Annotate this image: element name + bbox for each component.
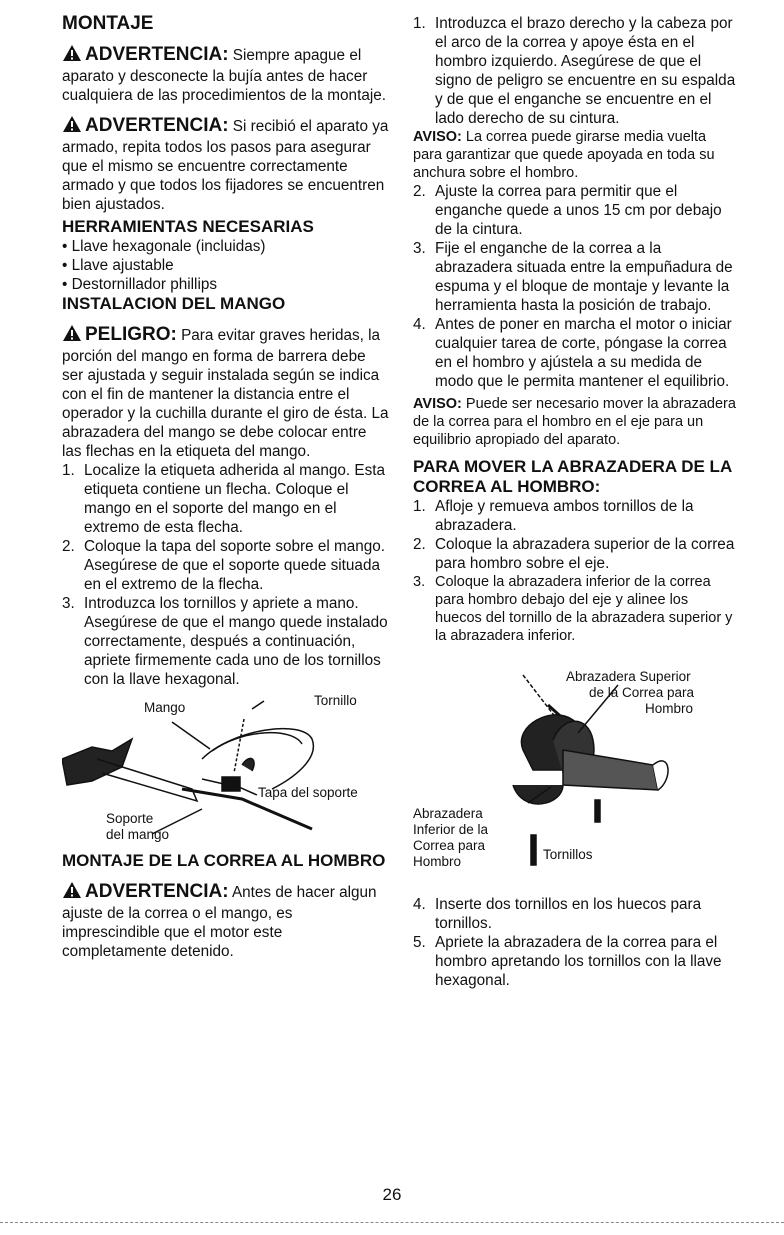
warning-1-text: Siempre apague el aparato y desconecte la bujía antes de hacer cualquiera de las procedimientos de la montaje.	[62, 47, 386, 104]
list-item: 3. Coloque la abrazadera inferior de la correa para hombro debajo del eje y alinee los huecos del tornillo de la abrazadera superior y la abrazadera inferior.	[413, 574, 733, 644]
label-tornillo: Tornillo	[314, 693, 357, 708]
warning-icon	[62, 881, 82, 904]
label-sup-3: Hombro	[645, 701, 694, 716]
list-item: • Llave ajustable	[62, 256, 390, 275]
strap-steps-d	[413, 895, 738, 990]
list-item: 2. Ajuste la correa para permitir que el enganche quede a unos 15 cm por debajo de la cintura.	[413, 183, 722, 238]
strap-title: MONTAJE DE LA CORREA AL HOMBRO	[62, 851, 386, 870]
label-sup-1: Abrazadera Superior	[566, 669, 691, 684]
page-divider	[0, 1222, 784, 1223]
list-item: 3. Fije el enganche de la correa a la abrazadera situada entre la empuñadura de espuma y el bloque de montaje y levante la herramienta hasta la posición de trabajo.	[413, 240, 733, 314]
label-sup-2: de la Correa para	[589, 685, 695, 700]
label-mango: Mango	[144, 700, 186, 715]
list-item: 2. Coloque la abrazadera superior de la correa para hombro sobre el eje.	[413, 536, 735, 572]
label-tornillos: Tornillos	[543, 847, 593, 862]
clamp-figure	[413, 645, 738, 895]
list-item: • Llave hexagonale (incluidas)	[62, 237, 390, 256]
warning-3-tag: ADVERTENCIA:	[85, 881, 229, 902]
label-soporte-2: del mango	[106, 827, 170, 842]
list-item: 3. Introduzca los tornillos y apriete a mano. Asegúrese de que el mango quede instalado correctamente, después a continuación, apriete firmemente cada uno de los tornillos con la llave hexagonal.	[62, 595, 388, 688]
list-item: 1. Localize la etiqueta adherida al mango. Esta etiqueta contiene un flecha. Coloque el mango en el soporte del mango en el extremo de esta flecha.	[62, 462, 386, 536]
list-item: 1. Introduzca el brazo derecho y la cabeza por el arco de la correa y apoye ésta en el hombro izquierdo. Asegúrese de que el signo de peligro se encuentre en su espalda y de que el enganche se encuentre en el lado derecho de su cintura.	[413, 15, 736, 127]
danger-text: Para evitar graves heridas, la porción del mango en forma de barrera debe ser ajustada y seguir instalada según se indica con el fin de mantener la distancia entre el operador y la cuchilla durante el giro de ésta. La abrazadera del mango se debe colocar entre las flechas en la etiqueta del mango.	[62, 327, 389, 460]
warning-3	[62, 881, 390, 961]
handle-figure	[62, 689, 390, 849]
list-item: 4. Inserte dos tornillos en los huecos para tornillos.	[413, 896, 702, 932]
list-item: 1. Afloje y remueva ambos tornillos de la abrazadera.	[413, 498, 694, 534]
warning-3-text: Antes de hacer algun ajuste de la correa o el mango, es imprescindible que el motor este completamente detenido.	[62, 884, 377, 960]
danger-tag: PELIGRO:	[85, 324, 177, 345]
label-tapa: Tapa del soporte	[258, 785, 358, 800]
warning-icon	[62, 115, 82, 138]
left-column	[62, 14, 390, 961]
tools-list	[62, 237, 390, 294]
list-item: • Destornillador phillips	[62, 275, 390, 294]
handle-install-title: INSTALACION DEL MANGO	[62, 294, 286, 313]
danger-notice	[62, 324, 390, 461]
label-inf-3: Correa para	[413, 838, 486, 853]
notice-2: AVISO: Puede ser necesario mover la abrazadera de la correa para el hombro en el eje para un equilibrio apropiado del aparato.	[413, 396, 736, 448]
handle-steps	[62, 461, 390, 689]
label-inf-2: Inferior de la	[413, 822, 489, 837]
warning-icon	[62, 44, 82, 67]
warning-icon	[62, 324, 82, 347]
strap-steps-b	[413, 182, 738, 391]
section-title-montaje: MONTAJE	[62, 13, 154, 34]
move-clamp-steps	[413, 497, 738, 645]
move-clamp-title: PARA MOVER LA ABRAZADERA DE LA CORREA AL HOMBRO:	[413, 457, 732, 496]
label-inf-4: Hombro	[413, 854, 462, 869]
list-item: 2. Coloque la tapa del soporte sobre el mango. Asegúrese de que el soporte quede situada en el extremo de la flecha.	[62, 538, 386, 593]
warning-1	[62, 44, 390, 105]
warning-2	[62, 115, 390, 214]
right-column	[413, 14, 738, 990]
list-item: 5. Apriete la abrazadera de la correa para el hombro apretando los tornillos con la llave hexagonal.	[413, 934, 722, 989]
warning-2-tag: ADVERTENCIA:	[85, 115, 229, 136]
tools-title: HERRAMIENTAS NECESARIAS	[62, 217, 314, 236]
label-soporte-1: Soporte	[106, 811, 154, 826]
warning-2-text: Si recibió el aparato ya armado, repita todos los pasos para asegurar que el mismo se encuentre correctamente armado y que todos los fijadores se encuentren bien ajustados.	[62, 118, 389, 213]
list-item: 4. Antes de poner en marcha el motor o iniciar cualquier tarea de corte, póngase la correa en el hombro y ajústela a su medida de modo que le permita mantener el equilibrio.	[413, 316, 732, 390]
strap-steps-a	[413, 14, 738, 128]
warning-1-tag: ADVERTENCIA:	[85, 44, 229, 65]
page-number: 26	[382, 1185, 402, 1204]
label-inf-1: Abrazadera	[413, 806, 483, 821]
notice-1: AVISO: La correa puede girarse media vuelta para garantizar que quede apoyada en toda su anchura sobre el hombro.	[413, 129, 715, 181]
